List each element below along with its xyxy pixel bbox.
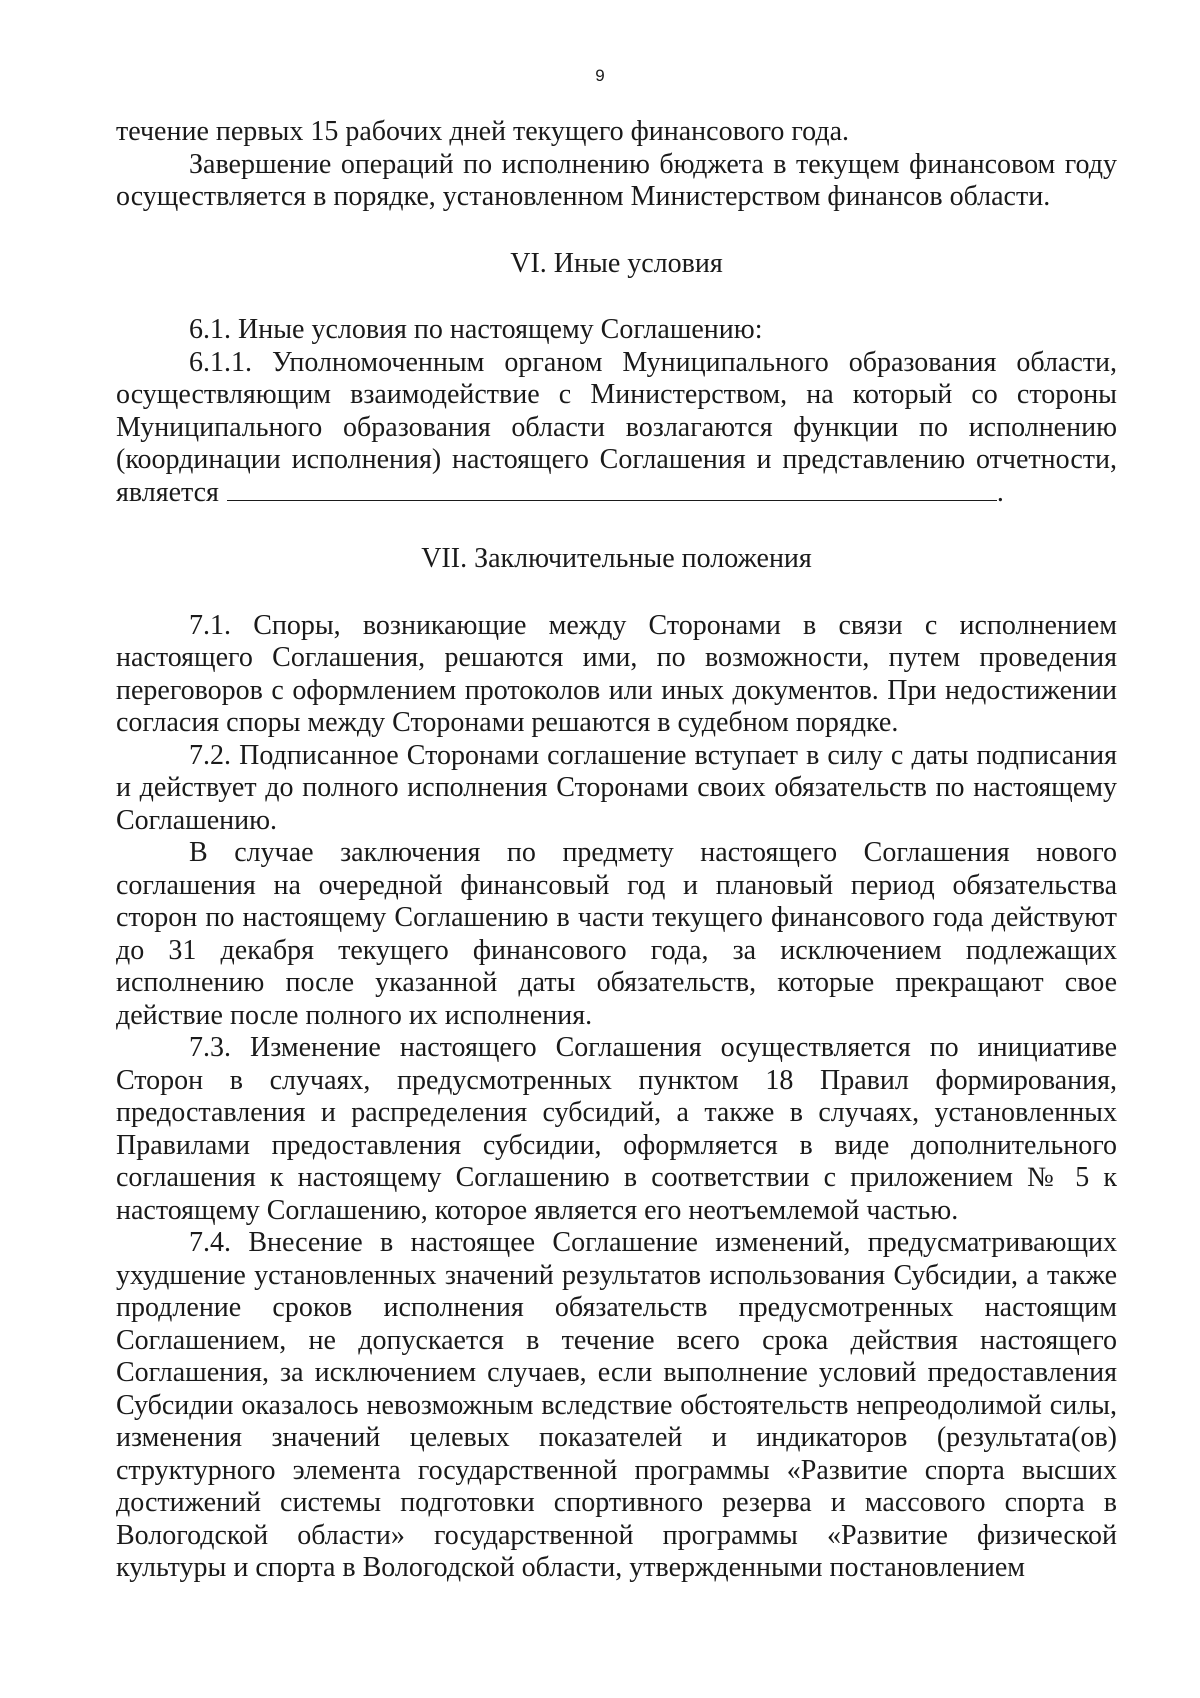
paragraph-continuation: течение первых 15 рабочих дней текущего финансового года. — [116, 116, 850, 147]
section-7-heading: VII. Заключительные положения — [421, 543, 812, 574]
spacer — [116, 214, 1117, 248]
clause-7-1: 7.1. Споры, возникающие между Сторонами в связи с исполнением настоящего Соглашения, решаются ими, по возможности, путем проведения переговоров с оформлением протоколов или иных документов. При недостижении согласия споры между Сторонами решаются в судебном порядке. — [116, 609, 1117, 738]
clause-6-1-1 — [116, 347, 1117, 510]
clause-6-1-1-period: . — [996, 476, 1004, 508]
section-6-heading: VI. Иные условия — [510, 247, 723, 279]
blank-fill-line — [227, 478, 997, 501]
clause-7-2-new-agreement: В случае заключения по предмету настоящего Соглашения нового соглашения на очередной финансовый год и плановый период обязательства сторон по настоящему Соглашению в части текущего финансового года действуют до 31 декабря текущего финансового года, за исключением подлежащих исполнению после указанной даты обязательств, которые прекращают свое действие после полного их исполнения. — [116, 837, 1117, 1031]
clause-7-4: 7.4. Внесение в настоящее Соглашение изменений, предусматривающих ухудшение установленных значений результатов использования Субсидии, а также продление сроков исполнения обязательств предусмотренных настоящим Соглашением, не допускается в течение всего срока действия настоящего Соглашения, за исключением случаев, если выполнение условий предоставления Субсидии оказалось невозможным вследствие обстоятельств непреодолимой силы, изменения значений целевых показателей и индикаторов (результата(ов) структурного элемента государственной программы «Развитие спорта высших достижений системы подготовки спортивного резерва и массового спорта в Вологодской области» государственной программы «Развитие физической культуры и спорта в Вологодской области, утвержденными постановлением — [116, 1227, 1117, 1583]
document-body — [116, 116, 1117, 1585]
clause-6-1: 6.1. Иные условия по настоящему Соглашению: — [189, 314, 763, 345]
paragraph-budget-completion: Завершение операций по исполнению бюджета в текущем финансовом году осуществляется в порядке, установленном Министерством финансов области. — [116, 148, 1117, 212]
spacer — [116, 509, 1117, 543]
page-number: 9 — [595, 66, 605, 85]
clause-7-2: 7.2. Подписанное Сторонами соглашение вступает в силу с даты подписания и действует до полного исполнения Сторонами своих обязательств по настоящему Соглашению. — [116, 739, 1117, 836]
clause-7-3: 7.3. Изменение настоящего Соглашения осуществляется по инициативе Сторон в случаях, предусмотренных пунктом 18 Правил формирования, предоставления и распределения субсидий, а также в случаях, установленных Правилами предоставления субсидии, оформляется в виде дополнительного соглашения к настоящему Соглашению в соответствии с приложением № 5 к настоящему Соглашению, которое является его неотъемлемой частью. — [116, 1032, 1117, 1226]
spacer — [116, 576, 1117, 610]
spacer — [116, 280, 1117, 314]
clause-6-1-1-text: 6.1.1. Уполномоченным органом Муниципального образования области, осуществляющим взаимодействие с Министерством, на который со стороны Муниципального образования области возлагаются функции по исполнению (координации исполнения) настоящего Соглашения и представлению отчетности, является — [116, 346, 1117, 508]
